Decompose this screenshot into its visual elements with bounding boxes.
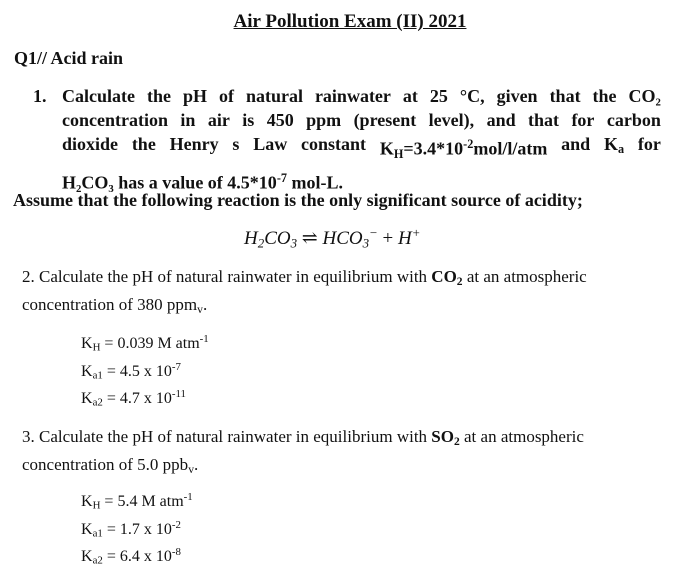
- problem-1-line-2: [33, 108, 661, 132]
- problem-3: [22, 425, 584, 481]
- problem-2-co: CO: [431, 267, 457, 286]
- ka2-sup: -11: [171, 388, 186, 401]
- kh-k: K: [81, 334, 93, 352]
- eq-h: H: [244, 228, 258, 250]
- henry-unit: mol/l/atm: [473, 138, 548, 159]
- problem-1-word: s: [232, 134, 240, 154]
- ka-sub: a: [618, 142, 625, 157]
- kh-sup: -1: [183, 491, 193, 503]
- problem-1-word: 450: [266, 110, 294, 130]
- eq-hco-charge: −: [369, 225, 378, 240]
- problem-1-word: natural: [245, 86, 303, 106]
- ka2-sub: a2: [92, 397, 103, 410]
- ka1-sub: a1: [92, 369, 103, 382]
- exam-title: [0, 11, 700, 33]
- problem-2-co2: [431, 267, 462, 286]
- problem-1-word: the: [592, 86, 617, 106]
- kh-sub: H: [92, 499, 101, 512]
- problem-2-text-a: 2. Calculate the pH of natural rainwater in equilibrium with: [22, 267, 432, 286]
- problem-2-conc: concentration of 380 ppm: [22, 294, 198, 314]
- eq-h-sub: 2: [257, 235, 265, 251]
- problem-1-word: that: [549, 86, 581, 106]
- problem-1-word: the: [146, 86, 171, 106]
- kh-sup: -1: [199, 333, 209, 345]
- henry-k-sub: H: [393, 146, 404, 161]
- problem-1-word: for: [571, 110, 595, 130]
- reaction-equation: [244, 225, 420, 251]
- ka-exponent: -7: [276, 170, 288, 185]
- problem-1-word: of: [218, 86, 234, 106]
- henry-k: K: [379, 138, 394, 159]
- ka1-val: = 1.7 x 10: [102, 520, 172, 538]
- question-heading: Q1// Acid rain: [14, 48, 124, 68]
- ka-unit: mol-L.: [287, 172, 344, 193]
- ka2-val: = 4.7 x 10: [102, 390, 172, 408]
- problem-1-line-1: [33, 84, 661, 108]
- ka1-k: K: [81, 362, 93, 380]
- ka2-sup: -8: [171, 546, 181, 559]
- problem-1-word: and: [486, 110, 516, 130]
- assumption-text: Assume that the following reaction is the only significant source of acidity;: [13, 190, 583, 210]
- kh-val: = 0.039 M atm: [100, 334, 200, 352]
- problem-1-word: CO₂: [628, 86, 661, 106]
- problem-3-so: SO: [431, 427, 454, 446]
- kh-k: K: [81, 492, 93, 510]
- ka1-val: = 4.5 x 10: [102, 362, 172, 380]
- kh-sub: H: [92, 341, 101, 354]
- problem-1-word: carbon: [606, 110, 661, 130]
- eq-plus: +: [382, 228, 394, 250]
- problem-2-text-c: at an atmospheric: [462, 267, 587, 286]
- problem-3-so2: [431, 427, 459, 446]
- problem-3-line-2: [22, 453, 584, 481]
- henry-constant: [380, 132, 548, 166]
- problem-1-word: (present: [353, 110, 417, 130]
- problem-1-word: at: [402, 86, 418, 106]
- eq-hco: HCO: [322, 228, 363, 250]
- problem-1-word: the: [131, 134, 156, 154]
- henry-value: =3.4*10: [403, 138, 464, 159]
- problem-1-line-3: [33, 132, 661, 166]
- problem-1: [33, 84, 661, 194]
- problem-1-word: level),: [428, 110, 475, 130]
- constant-ka2: [81, 543, 193, 571]
- exam-title-text: Air Pollution Exam (II) 2021: [233, 11, 467, 32]
- problem-1-word: concentration: [62, 110, 168, 130]
- ka2-k: K: [81, 548, 93, 566]
- equilibrium-arrow-icon: ⇌: [301, 228, 318, 250]
- problem-2-line-2: [22, 293, 587, 321]
- constants-3: [81, 488, 193, 571]
- problem-2-co2-sub: 2: [456, 274, 463, 288]
- eq-co: CO: [264, 228, 291, 250]
- problem-1-word: and: [561, 134, 591, 154]
- problem-3-period: .: [193, 454, 199, 474]
- constant-ka1: [81, 358, 209, 386]
- henry-exponent: -2: [463, 137, 474, 151]
- constants-2: [81, 330, 209, 413]
- problem-3-so2-sub: 2: [453, 434, 460, 448]
- constant-ka2: [81, 385, 209, 413]
- constant-kh: [81, 330, 209, 358]
- problem-3-conc: concentration of 5.0 ppb: [22, 454, 189, 474]
- problem-2-line-1: [22, 265, 587, 293]
- eq-hplus: H: [397, 228, 412, 250]
- problem-1-word: constant: [301, 134, 367, 154]
- eq-hco-sub: 3: [362, 235, 370, 251]
- problem-1-word: pH: [182, 86, 207, 106]
- problem-1-word: dioxide: [62, 134, 119, 154]
- problem-1-word: that: [528, 110, 560, 130]
- problem-1-word: °C,: [459, 86, 485, 106]
- ka-symbol: [604, 132, 624, 166]
- kh-val: = 5.4 M atm: [100, 492, 184, 510]
- ka-value-text: H₂CO₃ has a value of 4.5*10: [62, 172, 277, 193]
- problem-3-text-c: at an atmospheric: [459, 427, 584, 446]
- problem-1-word: Law: [253, 134, 288, 154]
- eq-hplus-charge: +: [411, 225, 421, 240]
- problem-2: [22, 265, 587, 321]
- problem-1-word: air: [207, 110, 230, 130]
- constant-ka1: [81, 516, 193, 544]
- ka2-val: = 6.4 x 10: [102, 548, 172, 566]
- ka1-k: K: [81, 520, 93, 538]
- problem-1-word: [33, 84, 135, 108]
- problem-1-number: 1.: [33, 86, 47, 106]
- ka1-sup: -2: [171, 518, 181, 531]
- problem-1-word: Calculate: [62, 86, 135, 106]
- ka-k: K: [603, 134, 618, 154]
- problem-1-word: 25: [429, 86, 448, 106]
- ka1-sup: -7: [171, 360, 181, 373]
- ka2-k: K: [81, 390, 93, 408]
- eq-co-sub: 3: [290, 235, 298, 251]
- ka1-sub: a1: [92, 527, 103, 540]
- problem-1-word: Henry: [169, 134, 219, 154]
- problem-3-text-a: 3. Calculate the pH of natural rainwater in equilibrium with: [22, 427, 432, 446]
- problem-3-line-1: [22, 425, 584, 453]
- problem-2-period: .: [202, 294, 208, 314]
- problem-1-word: is: [242, 110, 255, 130]
- problem-3-conc-sub: v: [188, 462, 194, 476]
- problem-1-word: in: [180, 110, 196, 130]
- ka2-sub: a2: [92, 555, 103, 568]
- problem-1-word: rainwater: [314, 86, 391, 106]
- problem-2-conc-sub: v: [197, 302, 203, 316]
- problem-1-word: for: [637, 134, 661, 154]
- problem-1-word: ppm: [306, 110, 342, 130]
- constant-kh: [81, 488, 193, 516]
- problem-1-word: given: [496, 86, 538, 106]
